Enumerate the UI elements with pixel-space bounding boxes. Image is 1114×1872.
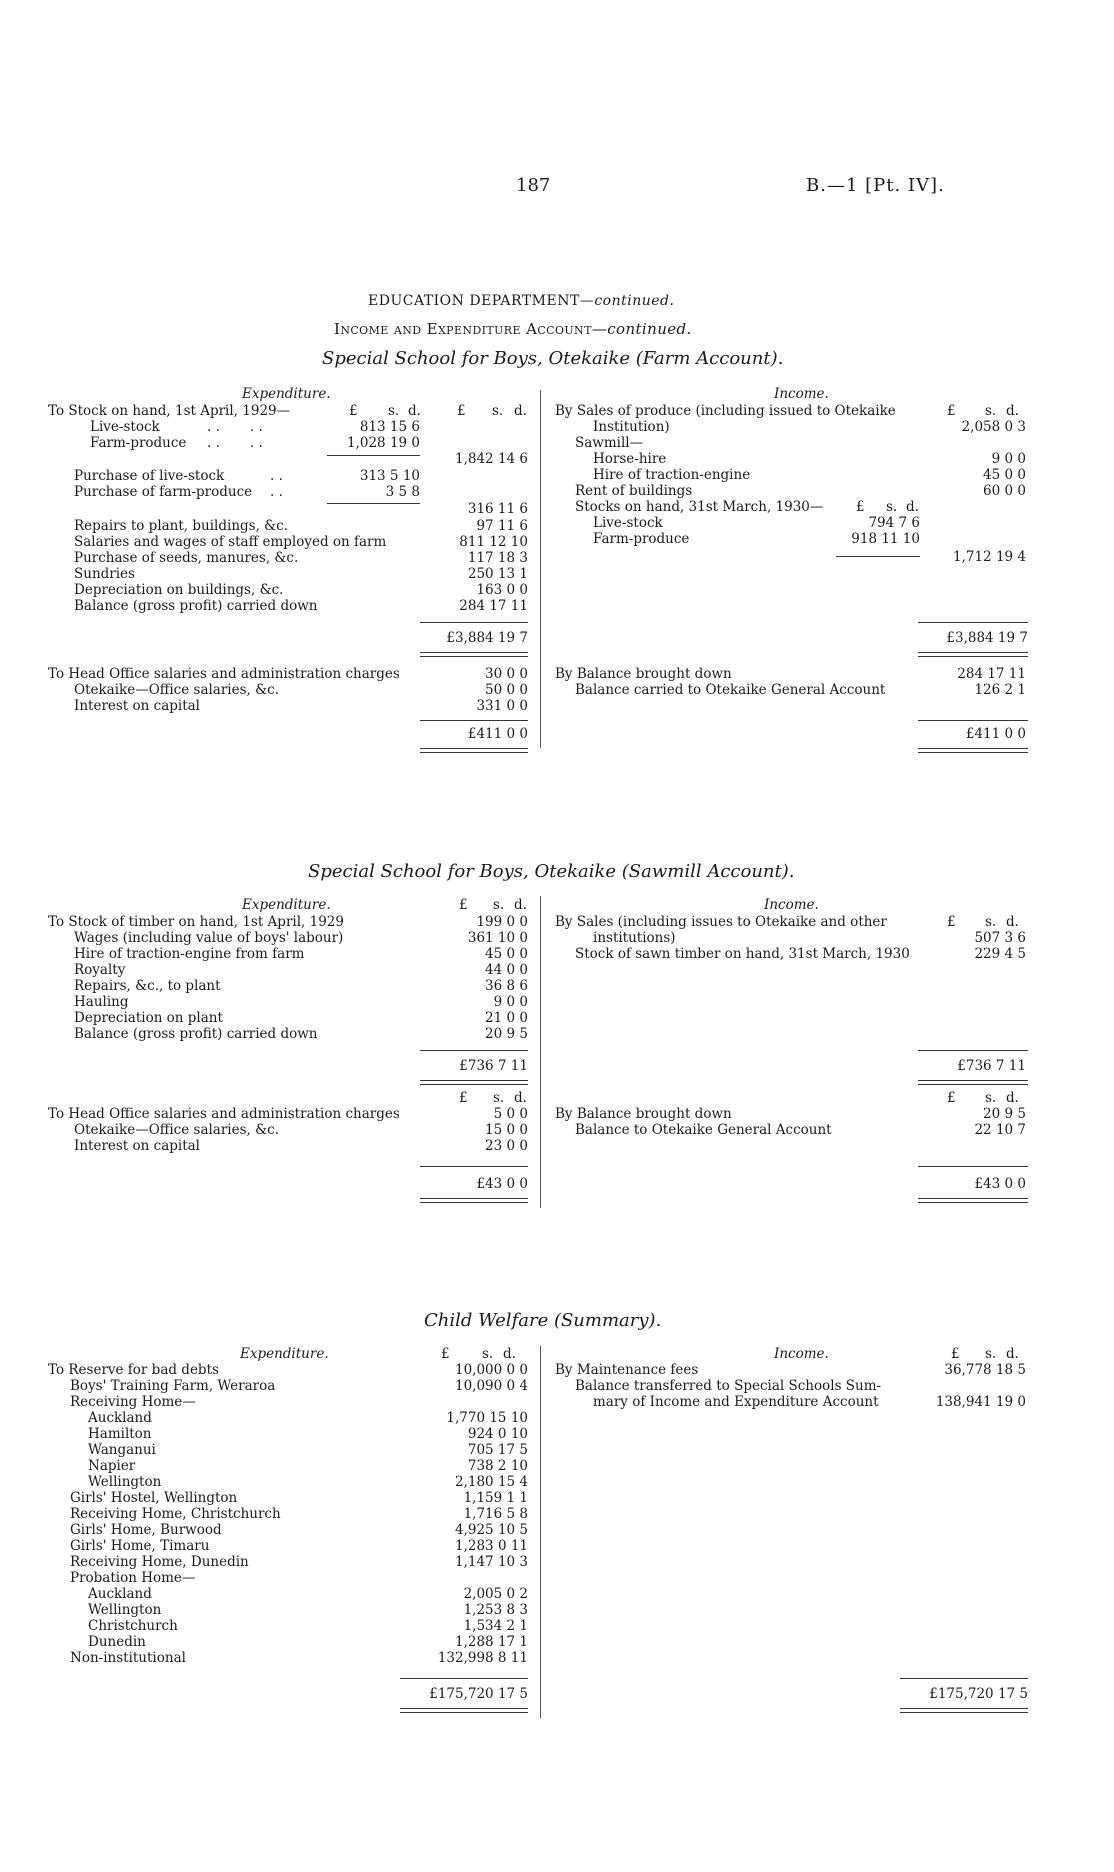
farm-exp-total: £3,884 19 7: [446, 630, 528, 646]
sawmill-exp2-label: To Head Office salaries and administration charges: [48, 1106, 400, 1122]
welfare-exp-label: Hamilton: [88, 1426, 152, 1442]
welfare-exp-value: 1,159 1 1: [463, 1490, 528, 1506]
farm-produce-label: Farm-produce: [90, 435, 187, 451]
sawmill-inc-col-d-2: d.: [1006, 1090, 1019, 1106]
department-heading: [368, 293, 674, 309]
welfare-exp-label: Girls' Home, Burwood: [70, 1522, 222, 1538]
welfare-exp-total: £175,720 17 5: [429, 1686, 528, 1702]
sawmill-col-pound-2: £: [459, 1090, 468, 1106]
department-cont: —continued.: [579, 293, 675, 309]
sawmill-exp2-label: Otekaike—Office salaries, &c.: [74, 1122, 279, 1138]
farm-col-d-1: d.: [408, 403, 421, 419]
subtotal-rule: [836, 556, 920, 557]
sawmill-inc-col-s-2: s.: [985, 1090, 997, 1106]
welfare-exp-value: 1,253 8 3: [463, 1602, 528, 1618]
farm-exp-item-label: Sundries: [74, 566, 135, 582]
farm-title: Special School for Boys, Otekaike (Farm Account).: [322, 348, 784, 369]
sawmill-inc-balance: By Balance brought down: [555, 1106, 732, 1122]
farm-exp-total2: £411 0 0: [467, 726, 528, 742]
sawmill-inc-sales-value: 507 3 6: [974, 930, 1026, 946]
sawmill-inc-heading: Income.: [764, 897, 819, 913]
welfare-exp-value: 705 17 5: [467, 1442, 528, 1458]
leader-dots: . .: [270, 468, 283, 484]
farm-exp-item-value: 97 11 6: [476, 518, 528, 534]
double-rule: [918, 1198, 1028, 1203]
sawmill-inc-stock: Stock of sawn timber on hand, 31st March, 1930: [575, 946, 910, 962]
welfare-exp-value: 1,534 2 1: [463, 1618, 528, 1634]
sawmill-inc-col-s: s.: [985, 914, 997, 930]
farm-inc-live-value: 794 7 6: [868, 515, 920, 531]
farm-inc-stocks: Stocks on hand, 31st March, 1930—: [575, 499, 824, 515]
farm-exp2-label: To Head Office salaries and administration charges: [48, 666, 400, 682]
subtotal-rule: [327, 455, 420, 456]
welfare-exp-label: Receiving Home—: [70, 1394, 196, 1410]
farm-inc-col-d: d.: [1006, 403, 1019, 419]
total-rule: [918, 1166, 1028, 1167]
farm-inc-sub-col-d: d.: [906, 499, 919, 515]
farm-inc-sales-line1: By Sales of produce (including issued to Otekaike: [555, 403, 896, 419]
sawmill-exp-total2: £43 0 0: [476, 1176, 528, 1192]
sawmill-inc-sales-line1: By Sales (including issues to Otekaike and other: [555, 914, 887, 930]
farm-col-pound-2: £: [457, 403, 466, 419]
total-rule: [900, 1678, 1028, 1679]
welfare-exp-value: 738 2 10: [467, 1458, 528, 1474]
sawmill-exp2-label: Interest on capital: [74, 1138, 201, 1154]
farm-purch-total: 316 11 6: [467, 501, 528, 517]
welfare-exp-label: Girls' Home, Timaru: [70, 1538, 210, 1554]
farm-inc-stocks-total: 1,712 19 4: [953, 549, 1026, 565]
farm-exp2-label: Interest on capital: [74, 698, 201, 714]
farm-purch-farm-value: 3 5 8: [385, 484, 420, 500]
welfare-exp-label: Wanganui: [88, 1442, 156, 1458]
farm-inc-produce: Farm-produce: [593, 531, 690, 547]
total-rule: [420, 1166, 528, 1167]
sawmill-col-s: s.: [493, 897, 505, 913]
sawmill-inc-total2: £43 0 0: [974, 1176, 1026, 1192]
farm-livestock-label: Live-stock: [90, 419, 160, 435]
sawmill-exp-item-value: 20 9 5: [485, 1026, 528, 1042]
farm-inc-traction: Hire of traction-engine: [593, 467, 751, 483]
farm-inc-traction-value: 45 0 0: [983, 467, 1026, 483]
welfare-exp-value: 2,180 15 4: [455, 1474, 528, 1490]
welfare-inc-col-d: d.: [1006, 1346, 1019, 1362]
welfare-exp-value: 10,000 0 0: [455, 1362, 528, 1378]
welfare-exp-value: 924 0 10: [467, 1426, 528, 1442]
welfare-exp-label: Probation Home—: [70, 1570, 196, 1586]
leader-dots: . .: [270, 484, 283, 500]
welfare-exp-label: Receiving Home, Christchurch: [70, 1506, 281, 1522]
farm-inc-balance-value: 284 17 11: [957, 666, 1026, 682]
farm-inc-horse: Horse-hire: [593, 451, 667, 467]
sawmill-inc-balance-value: 20 9 5: [983, 1106, 1026, 1122]
welfare-inc-transfer-line1: Balance transferred to Special Schools Sum-: [575, 1378, 882, 1394]
farm-inc-sawmill: Sawmill—: [575, 435, 644, 451]
total-rule: [420, 1050, 528, 1051]
welfare-exp-value: 1,283 0 11: [455, 1538, 528, 1554]
welfare-exp-label: To Reserve for bad debts: [48, 1362, 219, 1378]
farm-inc-sub-col-pound: £: [856, 499, 865, 515]
welfare-exp-value: 2,005 0 2: [463, 1586, 528, 1602]
sawmill-col-d-2: d.: [514, 1090, 527, 1106]
farm-exp-item-label: Repairs to plant, buildings, &c.: [74, 518, 289, 534]
farm-exp2-value: 331 0 0: [476, 698, 528, 714]
welfare-exp-label: Boys' Training Farm, Weraroa: [70, 1378, 276, 1394]
double-rule: [918, 652, 1028, 657]
sawmill-exp-heading: Expenditure.: [242, 897, 331, 913]
page-number: 187: [516, 175, 551, 196]
farm-col-pound-1: £: [349, 403, 358, 419]
total-rule: [420, 720, 528, 721]
welfare-exp-value: 1,288 17 1: [455, 1634, 528, 1650]
sawmill-exp2-value: 15 0 0: [485, 1122, 528, 1138]
sawmill-exp-item-value: 361 10 0: [467, 930, 528, 946]
farm-exp-heading: Expenditure.: [242, 386, 331, 402]
farm-inc-live: Live-stock: [593, 515, 663, 531]
farm-inc-rent-value: 60 0 0: [983, 483, 1026, 499]
welfare-exp-value: 132,998 8 11: [437, 1650, 528, 1666]
welfare-exp-label: Dunedin: [88, 1634, 146, 1650]
sawmill-exp-item-label: Repairs, &c., to plant: [74, 978, 221, 994]
farm-inc-total2: £411 0 0: [965, 726, 1026, 742]
sawmill-exp-item-label: Wages (including value of boys' labour): [74, 930, 344, 946]
farm-inc-heading: Income.: [774, 386, 829, 402]
farm-inc-sales-line2: Institution): [593, 419, 670, 435]
welfare-title: Child Welfare (Summary).: [424, 1310, 662, 1331]
welfare-exp-heading: Expenditure.: [240, 1346, 329, 1362]
welfare-exp-label: Napier: [88, 1458, 136, 1474]
welfare-inc-transfer-line2: mary of Income and Expenditure Account: [593, 1394, 879, 1410]
farm-stock-total: 1,842 14 6: [455, 451, 528, 467]
farm-purch-live-label: Purchase of live-stock: [74, 468, 225, 484]
welfare-col-d: d.: [503, 1346, 516, 1362]
welfare-exp-label: Auckland: [88, 1586, 152, 1602]
farm-inc-col-pound: £: [947, 403, 956, 419]
sawmill-exp-item-value: 199 0 0: [476, 914, 528, 930]
welfare-inc-transfer-value: 138,941 19 0: [935, 1394, 1026, 1410]
farm-exp-item-label: Salaries and wages of staff employed on farm: [74, 534, 387, 550]
sawmill-inc-stock-value: 229 4 5: [974, 946, 1026, 962]
farm-exp-item-label: Depreciation on buildings, &c.: [74, 582, 284, 598]
sawmill-exp-item-label: Hire of traction-engine from farm: [74, 946, 305, 962]
farm-exp2-value: 50 0 0: [485, 682, 528, 698]
welfare-col-s: s.: [482, 1346, 494, 1362]
sawmill-exp-item-label: Balance (gross profit) carried down: [74, 1026, 318, 1042]
farm-purch-farm-label: Purchase of farm-produce: [74, 484, 253, 500]
welfare-exp-value: 1,716 5 8: [463, 1506, 528, 1522]
welfare-inc-fees-value: 36,778 18 5: [944, 1362, 1026, 1378]
sawmill-title: Special School for Boys, Otekaike (Sawmill Account).: [308, 861, 795, 882]
double-rule: [420, 1080, 528, 1085]
total-rule: [918, 622, 1028, 623]
account-cont: —continued.: [591, 320, 692, 338]
sawmill-col-pound: £: [459, 897, 468, 913]
welfare-inc-col-pound: £: [951, 1346, 960, 1362]
farm-exp-item-value: 811 12 10: [459, 534, 528, 550]
welfare-exp-value: 1,770 15 10: [446, 1410, 528, 1426]
welfare-divider: [540, 1346, 541, 1718]
farm-inc-produce-value: 918 11 10: [851, 531, 920, 547]
sawmill-exp-item-label: Depreciation on plant: [74, 1010, 223, 1026]
welfare-inc-total: £175,720 17 5: [929, 1686, 1028, 1702]
double-rule: [400, 1708, 528, 1713]
farm-exp-item-value: 250 13 1: [467, 566, 528, 582]
farm-exp-item-label: Balance (gross profit) carried down: [74, 598, 318, 614]
farm-exp-item-label: Purchase of seeds, manures, &c.: [74, 550, 299, 566]
double-rule: [918, 748, 1028, 753]
farm-inc-rent: Rent of buildings: [575, 483, 693, 499]
sawmill-exp-item-value: 21 0 0: [485, 1010, 528, 1026]
sawmill-col-s-2: s.: [493, 1090, 505, 1106]
welfare-exp-label: Christchurch: [88, 1618, 178, 1634]
sawmill-exp-item-value: 36 8 6: [485, 978, 528, 994]
sawmill-inc-col-pound-2: £: [947, 1090, 956, 1106]
sawmill-exp2-value: 5 0 0: [493, 1106, 528, 1122]
farm-produce-value: 1,028 19 0: [347, 435, 420, 451]
leader-dots: . . . .: [207, 419, 263, 435]
farm-exp-item-value: 117 18 3: [467, 550, 528, 566]
double-rule: [918, 1080, 1028, 1085]
farm-col-d-2: d.: [514, 403, 527, 419]
welfare-exp-label: Non-institutional: [70, 1650, 186, 1666]
farm-inc-balance: By Balance brought down: [555, 666, 732, 682]
sawmill-exp-total: £736 7 11: [459, 1058, 528, 1074]
welfare-inc-fees: By Maintenance fees: [555, 1362, 699, 1378]
total-rule: [420, 622, 528, 623]
farm-livestock-value: 813 15 6: [359, 419, 420, 435]
account-name: Income and Expenditure Account: [334, 320, 592, 338]
welfare-inc-heading: Income.: [774, 1346, 829, 1362]
welfare-exp-label: Auckland: [88, 1410, 152, 1426]
sawmill-inc-col-pound: £: [947, 914, 956, 930]
farm-inc-total: £3,884 19 7: [946, 630, 1028, 646]
sawmill-exp-item-value: 9 0 0: [493, 994, 528, 1010]
sawmill-exp-item-value: 45 0 0: [485, 946, 528, 962]
sawmill-exp-item-label: To Stock of timber on hand, 1st April, 1929: [48, 914, 344, 930]
subtotal-rule: [327, 503, 420, 504]
double-rule: [420, 748, 528, 753]
farm-inc-carried-value: 126 2 1: [974, 682, 1026, 698]
farm-inc-sales-value: 2,058 0 3: [961, 419, 1026, 435]
welfare-exp-value: 4,925 10 5: [455, 1522, 528, 1538]
total-rule: [918, 720, 1028, 721]
welfare-exp-label: Wellington: [88, 1602, 162, 1618]
double-rule: [900, 1708, 1028, 1713]
page-reference: B.—1 [Pt. IV].: [806, 175, 945, 196]
sawmill-inc-col-d: d.: [1006, 914, 1019, 930]
account-heading: [334, 320, 692, 338]
farm-exp2-label: Otekaike—Office salaries, &c.: [74, 682, 279, 698]
welfare-exp-label: Receiving Home, Dunedin: [70, 1554, 249, 1570]
sawmill-inc-to-general-value: 22 10 7: [974, 1122, 1026, 1138]
sawmill-exp2-value: 23 0 0: [485, 1138, 528, 1154]
welfare-inc-col-s: s.: [985, 1346, 997, 1362]
sawmill-exp-item-value: 44 0 0: [485, 962, 528, 978]
sawmill-exp-item-label: Royalty: [74, 962, 126, 978]
sawmill-inc-sales-line2: institutions): [593, 930, 676, 946]
sawmill-inc-total: £736 7 11: [957, 1058, 1026, 1074]
welfare-exp-label: Wellington: [88, 1474, 162, 1490]
farm-divider: [540, 390, 541, 748]
sawmill-exp-item-label: Hauling: [74, 994, 129, 1010]
total-rule: [400, 1678, 528, 1679]
sawmill-divider: [540, 896, 541, 1208]
welfare-exp-value: 1,147 10 3: [455, 1554, 528, 1570]
farm-inc-carried: Balance carried to Otekaike General Account: [575, 682, 886, 698]
department-name: EDUCATION DEPARTMENT: [368, 293, 580, 309]
farm-col-s-2: s.: [492, 403, 504, 419]
welfare-exp-value: 10,090 0 4: [455, 1378, 528, 1394]
farm-inc-horse-value: 9 0 0: [991, 451, 1026, 467]
leader-dots: . . . .: [207, 435, 263, 451]
farm-col-s-1: s.: [388, 403, 400, 419]
farm-inc-sub-col-s: s.: [886, 499, 898, 515]
total-rule: [918, 1050, 1028, 1051]
welfare-exp-label: Girls' Hostel, Wellington: [70, 1490, 238, 1506]
farm-exp-item-value: 163 0 0: [476, 582, 528, 598]
welfare-col-pound: £: [441, 1346, 450, 1362]
farm-purch-live-value: 313 5 10: [359, 468, 420, 484]
farm-exp2-value: 30 0 0: [485, 666, 528, 682]
farm-inc-col-s: s.: [985, 403, 997, 419]
farm-stock-label: To Stock on hand, 1st April, 1929—: [48, 403, 291, 419]
double-rule: [420, 652, 528, 657]
farm-exp-item-value: 284 17 11: [459, 598, 528, 614]
double-rule: [420, 1198, 528, 1203]
sawmill-inc-to-general: Balance to Otekaike General Account: [575, 1122, 832, 1138]
sawmill-col-d: d.: [514, 897, 527, 913]
